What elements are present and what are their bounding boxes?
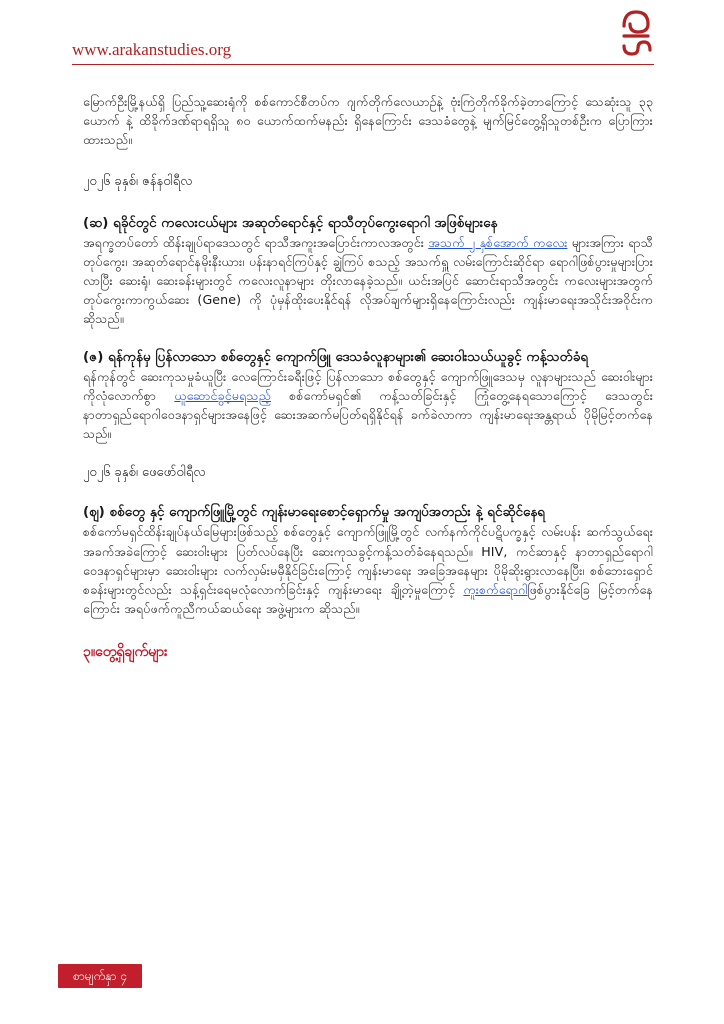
date-february: ၂၀၂၆ ခုနှစ်၊ ဖေဖော်ဝါရီလ xyxy=(83,465,206,481)
date-january: ၂၀၂၆ ခုနှစ်၊ ဇန်နဝါရီလ xyxy=(83,173,193,189)
link-infectious-disease[interactable]: ကူးစက်ရောဂါ xyxy=(463,582,528,598)
heading-findings: ၃။တွေ့ရှိချက်များ xyxy=(83,644,168,661)
paragraph-hospital-attack: မြောက်ဦးမြို့နယ်ရှိ ပြည်သူ့ဆေးရုံကို စစ်ကောင်စီတပ်က ဂျက်တိုက်လေယာဉ်နဲ့ ဗုံးကြဲတိုက်ခိုက်ခဲ့တာကြောင့် သေဆုံးသူ ၃၃ ယောက် နဲ့ ထိခိုက်ဒဏ်ရာရရှိသူ ၈၀ ယောက်ထက်မနည်း ရှိနေကြောင်း ဒေသခံတွေနဲ့ မျက်မြင်တွေ့ရှိသူတစ်ဦးက ပြောကြားထားသည်။ xyxy=(83,94,653,148)
header-divider xyxy=(72,64,654,65)
para-text: အရက္ခတပ်တော် ထိန်းချုပ်ရာဒေသတွင် ရာသီအကူးအပြောင်းကာလအတွင်း xyxy=(83,234,429,250)
heading-section-a: (ဆ) ရခိုင်တွင် ကလေးငယ်များ အဆုတ်ရောင်နှင့် ရာသီတုပ်ကွေးရောဂါ အဖြစ်များနေ xyxy=(83,214,498,231)
page-number-badge: စာမျက်နှာ ၄ xyxy=(58,964,142,988)
link-children-under-two[interactable]: အသက် ၂ နှစ်အောက် ကလေး xyxy=(428,234,568,250)
heading-section-c: (ဈ) စစ်တွေ နှင့် ကျောက်ဖြူမြို့တွင် ကျန်းမာရေးစောင့်ရှောက်မှု အကျပ်အတည်း နဲ့ ရင်ဆိုင်နေရ xyxy=(83,504,546,521)
paragraph-medicine-restriction xyxy=(83,367,653,444)
para-text: များအကြား ရာသီတုပ်ကွေး၊ အဆုတ်ရောင်နမိုးနီးယား၊ ပန်းနာရင်ကြပ်နှင့် ချွဲကြပ် စသည့် အသက်ရှူ လမ်းကြောင်းဆိုင်ရာ ရောဂါဖြစ်ပွားမှုများပြားလာပြီး ဆေးရုံ၊ ဆေးခန်းများတွင် ကလေးလူနာများ တိုးလာနေခဲ့သည်။ ယင်းအပြင် ဆောင်းရာသီအတွင်း ကလေးများအတွက် တုပ်ကွေးကာကွယ်ဆေး (Gene) ကို ပုံမှန်ထိုးပေးနိုင်ရန် လိုအပ်ချက်များရှိနေကြောင်းလည်း ကျန်းမာရေးအသိုင်းအဝိုင်းက ဆိုသည်။ xyxy=(83,234,653,327)
para-text: ရန်ကုန်တွင် ဆေးကုသမှုခံယူပြီး လေကြောင်းခရီးဖြင့် ပြန်လာသော စစ်တွေနှင့် ကျောက်ဖြူဒေသမှ လူနာများသည် ဆေးဝါးများကိုလုံလောက်စွာ xyxy=(83,368,653,403)
arakan-studies-logo-icon xyxy=(618,6,654,62)
para-text: စစ်ကော်မရှင်ထိန်းချုပ်နယ်မြေများဖြစ်သည့် စစ်တွေနှင့် ကျောက်ဖြူမြို့တွင် လက်နက်ကိုင်ပဋိပက္ခနှင့် လမ်းပန်း ဆက်သွယ်ရေးအခက်အခဲကြောင့် ဆေးဝါးများ ပြတ်လပ်နေပြီး ဆေးကုသခွင့်ကန့်သတ်ခံနေရသည်။ HIV, ကင်ဆာနှင့် နာတာရှည်ရောဂါဝေဒနာရှင်များမှာ ဆေးဝါးများ လက်လှမ်းမမှီနိုင်ခြင်းကြောင့် ကျန်းမာရေး အခြေအနေများ ပိုမိုဆိုးရွားလာနေပြီး၊ စစ်ဘေးရှောင်စခန်းများတွင်လည်း သန့်ရှင်းရေမလုံလောက်ခြင်းနှင့် ကျန်းမာရေး ချို့တဲ့မှုကြောင့် xyxy=(83,524,653,598)
document-body xyxy=(83,92,653,663)
link-not-allowed-to-carry[interactable]: ယူဆောင်ခွင့်မရသည့် xyxy=(174,387,271,403)
para-text: ဖြစ်ပွားနိုင်ခြေ မြင့်တက်နေကြောင်း အရပ်ဖက်ကူညီကယ်ဆယ်ရေး အဖွဲ့များက ဆိုသည်။ xyxy=(83,582,654,617)
paragraph-healthcare-crisis xyxy=(83,522,653,618)
para-text: စစ်ကော်မရှင်၏ ကန့်သတ်ခြင်းနှင့် ကြုံတွေ့နေရသောကြောင့် ဒေသတွင်း နာတာရှည်ရောဂါဝေဒနာရှင်များအနေဖြင့် ဆေးအဆက်မပြတ်ရရှိနိုင်ရန် ခက်ခဲလာကာ ကျန်းမာရေးအန္တရာယ် ပိုမိုမြင့်တက်နေသည်။ xyxy=(83,387,653,442)
heading-section-b: (ဇ) ရန်ကုန်မှ ပြန်လာသော စစ်တွေနှင့် ကျောက်ဖြူ ဒေသခံလူနာများ၏ ဆေးဝါးသယ်ယူခွင့် ကန့်သတ်ခံရ xyxy=(83,348,589,365)
paragraph-pneumonia-flu xyxy=(83,233,653,329)
site-url[interactable]: www.arakanstudies.org xyxy=(72,40,232,59)
